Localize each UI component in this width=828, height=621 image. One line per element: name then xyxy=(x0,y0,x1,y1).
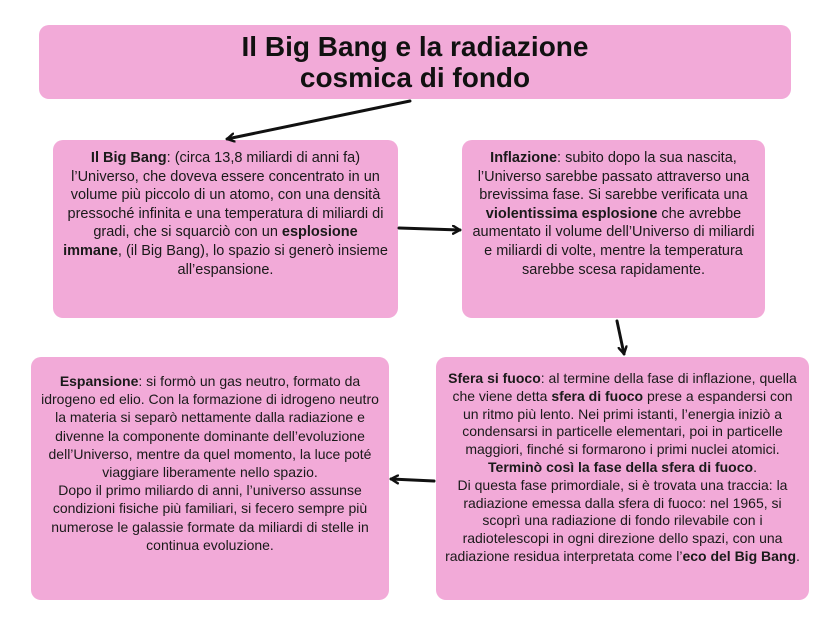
sfera-bold-1: sfera di fuoco xyxy=(551,387,644,404)
sfera-bold-2: eco del Big Bang xyxy=(682,547,797,564)
espansione-box xyxy=(31,357,389,600)
sfera-label: Sfera si fuoco xyxy=(448,370,541,386)
big-bang-box xyxy=(53,140,398,318)
sfera-bold-line: Terminò così la fase della sfera di fuoco xyxy=(488,458,754,475)
title-box xyxy=(39,25,791,99)
big-bang-text-1: : (circa 13,8 miliardi di anni fa) l’Universo, che doveva essere concentrato in un volume più piccolo di un atomo, con una densità pressoché infinita e una temperatura di miliardi di gradi, che si squarciò con un xyxy=(67,150,384,241)
sfera-text-4: . xyxy=(796,547,800,564)
arrow-big-bang-to-inflazione xyxy=(399,228,460,230)
sfera-di-fuoco-box xyxy=(436,357,809,600)
big-bang-text-2: , (il Big Bang), lo spazio si generò insieme all’espansione. xyxy=(117,242,388,278)
big-bang-text xyxy=(53,149,398,279)
sfera-text-2: prese a espandersi con un ritmo più lento. Nei primi istanti, l’energia iniziò a condensarsi in particelle elementari, poi in particelle maggiori, finché si formarono i primi nuclei atomici. xyxy=(462,387,793,458)
big-bang-label: Il Big Bang xyxy=(90,150,167,166)
inflazione-text-1: : subito dopo la sua nascita, l’Universo sarebbe passato attraverso una brevissima fase. Si sarebbe verificata una xyxy=(477,150,750,204)
big-bang-bold-1: esplosione immane xyxy=(63,224,358,259)
inflazione-box xyxy=(462,140,765,318)
inflazione-label: Inflazione xyxy=(490,150,558,166)
sfera-text-1: : al termine della fase di inflazione, quella che viene detta xyxy=(452,370,797,404)
inflazione-text-2: che avrebbe aumentato il volume dell’Universo di miliardi e miliardi di volte, mentre la temperatura sarebbe scesa rapidamente. xyxy=(472,205,755,278)
espansione-text xyxy=(31,372,389,554)
espansione-text-1: : si formò un gas neutro, formato da idrogeno ed elio. Con la formazione di idrogeno neutro la materia si separò nettamente dalla radiazione e divenne la componente dominante dell’evoluzione dell’Universo, mentre da quel momento, la luce poté viaggiare liberamente nello spazio. xyxy=(41,373,379,481)
inflazione-bold-1: violentissima esplosione xyxy=(485,205,658,222)
arrow-inflazione-to-sfera xyxy=(617,321,624,354)
sfera-text-3: Di questa fase primordiale, si è trovata una traccia: la radiazione emessa dalla sfera di fuoco: nel 1965, si scoprì una radiazione di fondo rilevabile con i radiotelescopi in ogni direzione dello spazi, con una radiazione residua interpretata come l’ xyxy=(445,476,788,564)
arrow-sfera-to-espansione xyxy=(391,479,434,481)
sfera-bold-line-end: . xyxy=(753,458,757,475)
title-line-1: Il Big Bang e la radiazione xyxy=(241,31,589,62)
inflazione-text xyxy=(462,149,765,279)
arrow-title-to-big-bang xyxy=(227,101,410,139)
diagram-title xyxy=(242,31,589,93)
sfera-text xyxy=(436,370,809,566)
espansione-text-2: Dopo il primo miliardo di anni, l’universo assunse condizioni fisiche più familiari, si fecero sempre più numerose le galassie formate da miliardi di stelle in continua evoluzione. xyxy=(51,482,369,553)
espansione-label: Espansione xyxy=(59,373,139,389)
title-line-2: cosmica di fondo xyxy=(299,62,531,93)
